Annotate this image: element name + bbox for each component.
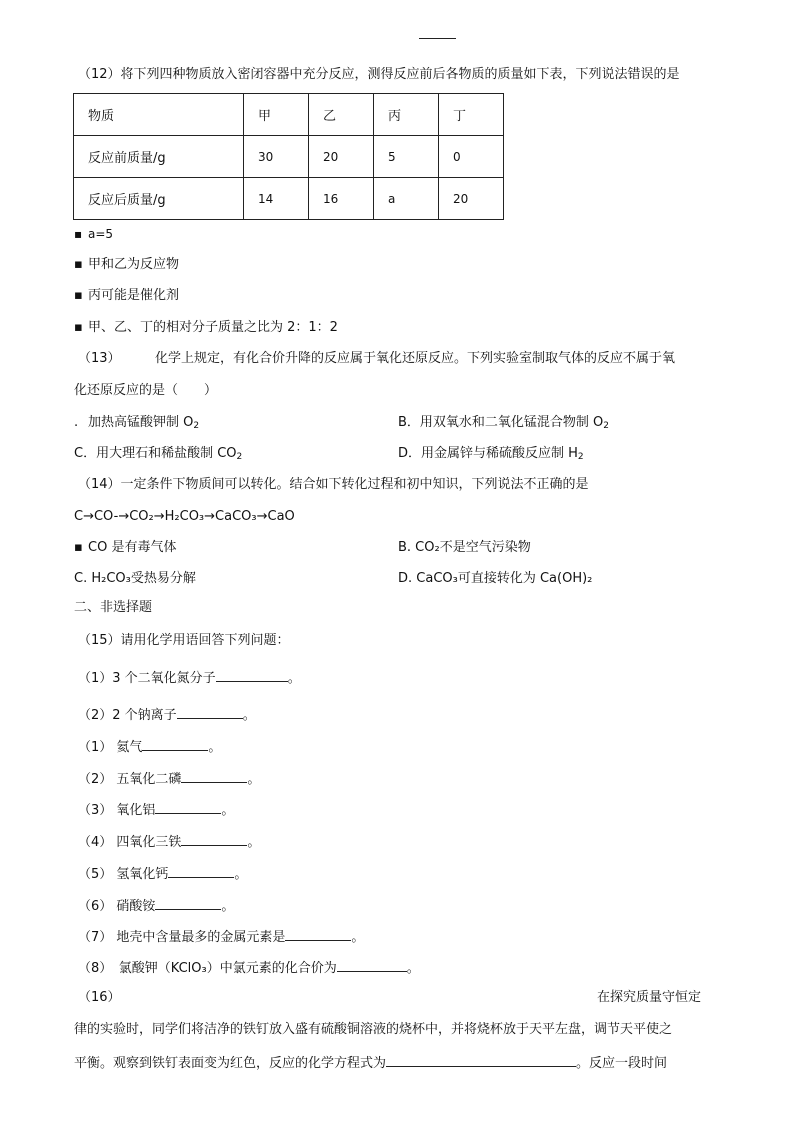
table-header-cell: 甲 bbox=[244, 94, 309, 136]
answer-blank[interactable] bbox=[155, 800, 221, 814]
q15-item bbox=[78, 864, 247, 884]
q16-stem-line2: 律的实验时，同学们将洁净的铁钉放入盛有硫酸铜溶液的烧杯中，并将烧杯放于天平左盘，调节天平使之 bbox=[74, 1022, 673, 1037]
table-cell: 16 bbox=[309, 178, 374, 220]
bullet-icon: ▪ bbox=[74, 320, 83, 335]
item-end: 。 bbox=[221, 899, 235, 914]
q12-option-d[interactable] bbox=[74, 319, 338, 337]
q15-item bbox=[78, 800, 234, 820]
q12-option-b[interactable] bbox=[74, 256, 179, 274]
table-row bbox=[74, 136, 504, 178]
item-text: （1）3 个二氧化氮分子 bbox=[78, 671, 216, 686]
item-end: 。 bbox=[287, 671, 301, 686]
option-text: CO 是有毒气体 bbox=[88, 540, 177, 555]
item-text: （2）2 个钠离子 bbox=[78, 708, 177, 723]
equation-answer-blank[interactable] bbox=[386, 1053, 576, 1067]
section-title: 二、非选择题 bbox=[74, 600, 153, 615]
table-cell: 5 bbox=[374, 136, 439, 178]
q13-stem-line1: 化学上规定，有化合价升降的反应属于氧化还原反应。下列实验室制取气体的反应不属于氧 bbox=[155, 351, 676, 366]
table-cell: 30 bbox=[244, 136, 309, 178]
q12-option-a[interactable] bbox=[74, 225, 113, 243]
item-text: 平衡。观察到铁钉表面变为红色，反应的化学方程式为 bbox=[74, 1056, 387, 1071]
table-cell: 20 bbox=[439, 178, 504, 220]
answer-blank[interactable] bbox=[142, 737, 208, 751]
table-header-cell: 乙 bbox=[309, 94, 374, 136]
q15-item bbox=[78, 737, 221, 757]
answer-blank[interactable] bbox=[181, 832, 247, 846]
q13-option-a[interactable]: . 加热高锰酸钾制 $O_2$ bbox=[74, 415, 200, 431]
option-text: 甲和乙为反应物 bbox=[88, 257, 180, 272]
answer-blank[interactable] bbox=[216, 668, 288, 682]
option-text: D．用金属锌与稀硫酸反应制 H bbox=[398, 446, 578, 461]
mass-table bbox=[73, 93, 504, 220]
bullet-icon: ▪ bbox=[74, 227, 83, 241]
option-text: a=5 bbox=[88, 227, 114, 241]
item-end: 。 bbox=[242, 708, 256, 723]
item-end: 。 bbox=[221, 803, 235, 818]
q16-number: （16） bbox=[78, 990, 121, 1005]
item-end: 。 bbox=[208, 740, 222, 755]
table-cell: 0 bbox=[439, 136, 504, 178]
q15-item bbox=[78, 832, 260, 852]
q12-option-c[interactable] bbox=[74, 287, 179, 305]
q13-option-c[interactable]: C．用大理石和稀盐酸制 $CO_2$ bbox=[74, 446, 243, 462]
q16-stem-line3 bbox=[74, 1053, 667, 1073]
answer-blank[interactable] bbox=[181, 769, 247, 783]
table-header-cell: 丙 bbox=[374, 94, 439, 136]
table-cell: 反应后质量/g bbox=[74, 178, 244, 220]
table-header-cell: 丁 bbox=[439, 94, 504, 136]
header-rule bbox=[419, 38, 456, 39]
q16-stem-right: 在探究质量守恒定 bbox=[597, 990, 702, 1005]
q15-item bbox=[78, 705, 256, 725]
q12-stem: （12）将下列四种物质放入密闭容器中充分反应，测得反应前后各物质的质量如下表，下列说法错误的是 bbox=[78, 67, 680, 82]
item-text: （4） 四氧化三铁 bbox=[78, 835, 182, 850]
answer-blank[interactable] bbox=[155, 896, 221, 910]
table-cell: 反应前质量/g bbox=[74, 136, 244, 178]
bullet-icon: . bbox=[74, 415, 79, 430]
item-end: 。 bbox=[234, 867, 248, 882]
q13-stem-line2: 化还原反应的是（ ） bbox=[74, 383, 218, 398]
answer-blank[interactable] bbox=[177, 705, 243, 719]
q15-item bbox=[78, 668, 301, 688]
q15-item bbox=[78, 896, 234, 916]
q14-stem: （14）一定条件下物质间可以转化。结合如下转化过程和初中知识，下列说法不正确的是 bbox=[78, 477, 589, 492]
item-end: 。反应一段时间 bbox=[576, 1056, 668, 1071]
answer-blank[interactable] bbox=[168, 864, 234, 878]
q14-option-a[interactable] bbox=[74, 539, 176, 557]
item-text: （7） 地壳中含量最多的金属元素是 bbox=[78, 930, 286, 945]
table-header-row bbox=[74, 94, 504, 136]
item-text: （3） 氧化铝 bbox=[78, 803, 156, 818]
item-text: （6） 硝酸铵 bbox=[78, 899, 156, 914]
option-text: 甲、乙、丁的相对分子质量之比为 2：1：2 bbox=[88, 320, 338, 335]
item-text: （1） 氦气 bbox=[78, 740, 143, 755]
item-text: （8） 氯酸钾（KClO₃）中氯元素的化合价为 bbox=[78, 961, 337, 976]
option-text: B．用双氧水和二氧化锰混合物制 O bbox=[398, 415, 604, 430]
q13-option-b[interactable]: B．用双氧水和二氧化锰混合物制 $O_2$ bbox=[398, 415, 610, 431]
option-text: 加热高锰酸钾制 O bbox=[88, 415, 194, 430]
option-text: 丙可能是催化剂 bbox=[88, 288, 180, 303]
item-end: 。 bbox=[351, 930, 365, 945]
q14-conversion-chain: C→CO-→CO₂→H₂CO₃→CaCO₃→CaO bbox=[74, 509, 295, 524]
table-cell: 20 bbox=[309, 136, 374, 178]
table-row bbox=[74, 178, 504, 220]
q13-number: （13） bbox=[78, 351, 121, 366]
option-text: C．用大理石和稀盐酸制 CO bbox=[74, 446, 237, 461]
q15-stem: （15）请用化学用语回答下列问题： bbox=[78, 633, 290, 648]
item-text: （2） 五氧化二磷 bbox=[78, 772, 182, 787]
q15-item bbox=[78, 769, 260, 789]
q15-item bbox=[78, 927, 364, 947]
q13-option-d[interactable]: D．用金属锌与稀硫酸反应制 $H_2$ bbox=[398, 446, 584, 462]
q14-option-d[interactable]: D. CaCO₃可直接转化为 Ca(OH)₂ bbox=[398, 571, 593, 586]
table-cell: a bbox=[374, 178, 439, 220]
q14-option-b[interactable]: B. CO₂不是空气污染物 bbox=[398, 540, 531, 555]
q15-item bbox=[78, 958, 420, 978]
table-cell: 14 bbox=[244, 178, 309, 220]
item-end: 。 bbox=[406, 961, 420, 976]
bullet-icon: ▪ bbox=[74, 540, 83, 555]
item-end: 。 bbox=[247, 772, 261, 787]
item-text: （5） 氢氧化钙 bbox=[78, 867, 169, 882]
bullet-icon: ▪ bbox=[74, 288, 83, 303]
q14-option-c[interactable]: C. H₂CO₃受热易分解 bbox=[74, 571, 196, 586]
bullet-icon: ▪ bbox=[74, 257, 83, 272]
answer-blank[interactable] bbox=[285, 927, 351, 941]
answer-blank[interactable] bbox=[337, 958, 407, 972]
item-end: 。 bbox=[247, 835, 261, 850]
table-header-cell: 物质 bbox=[74, 94, 244, 136]
